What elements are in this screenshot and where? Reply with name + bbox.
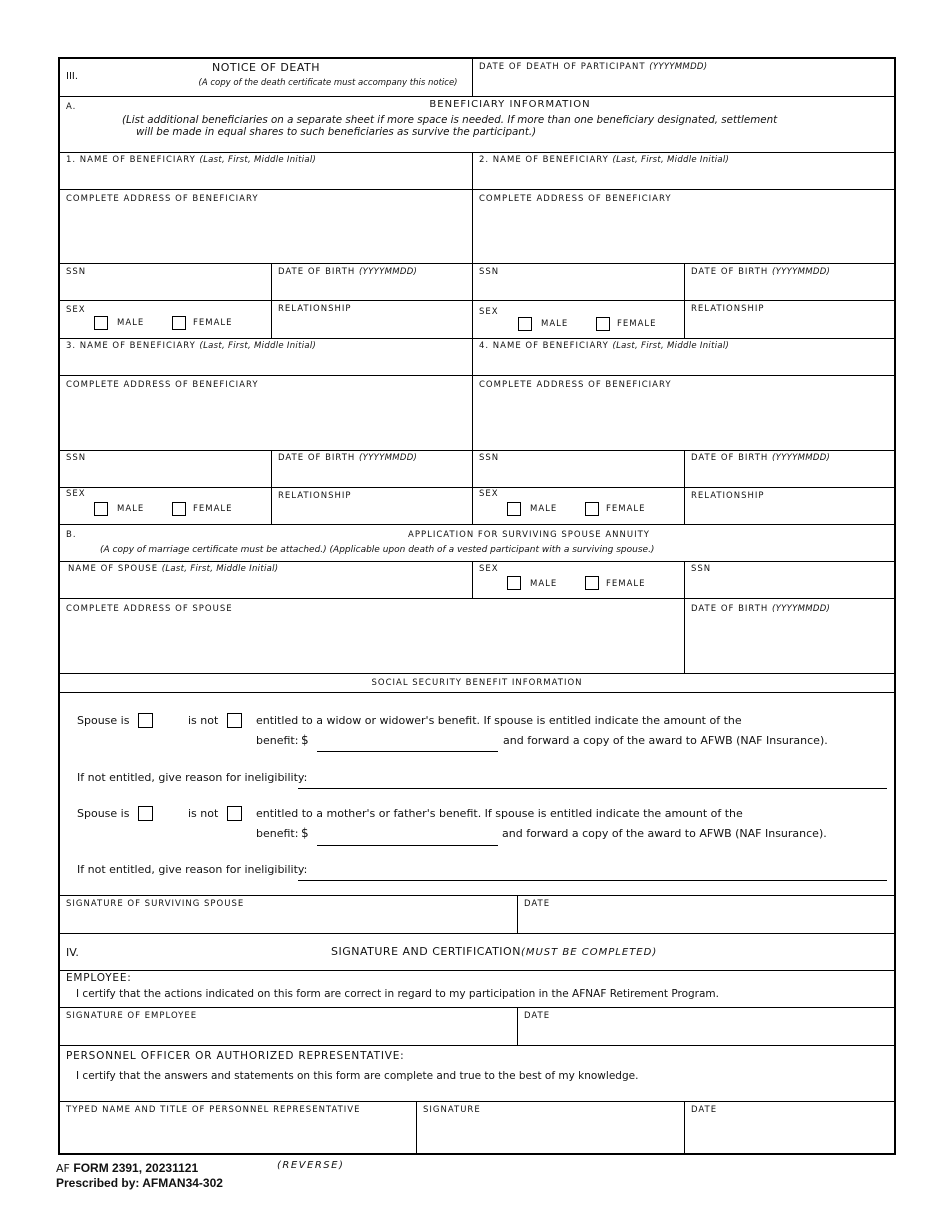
beneficiary-2-dob-field[interactable]	[685, 276, 894, 300]
notice-of-death-title: NOTICE OF DEATH	[211, 61, 321, 74]
beneficiary-4-male-checkbox[interactable]	[507, 502, 521, 516]
typed-name-title-field[interactable]	[60, 1116, 416, 1154]
widow-forward-text: and forward a copy of the award to AFWB (NAF Insurance).	[503, 734, 828, 747]
typed-name-title-label: TYPED NAME AND TITLE OF PERSONNEL REPRESENTATIVE	[66, 1105, 361, 1115]
beneficiary-note-line1: (List additional beneficiaries on a separate sheet if more space is needed. If more than one beneficiary designated, settlement	[122, 114, 778, 126]
employee-label: EMPLOYEE:	[66, 972, 132, 984]
widow-spouse-is-text: Spouse is	[77, 714, 130, 727]
divider	[60, 263, 894, 264]
male-label: MALE	[530, 579, 558, 589]
female-label: FEMALE	[606, 504, 646, 514]
widow-ineligibility-field[interactable]	[298, 788, 887, 789]
widow-benefit-label: benefit:	[256, 734, 299, 747]
personnel-officer-label: PERSONNEL OFFICER OR AUTHORIZED REPRESENTATIVE:	[66, 1050, 405, 1062]
beneficiary-3-name-field[interactable]	[60, 350, 472, 375]
beneficiary-1-address-field[interactable]	[60, 205, 472, 263]
spouse-annuity-note: (A copy of marriage certificate must be attached.) (Applicable upon death of a vested participant with a surviving spouse.)	[100, 545, 655, 555]
divider	[60, 933, 894, 934]
spouse-dob-field[interactable]	[685, 614, 894, 672]
male-label: MALE	[117, 318, 145, 328]
employee-signature-field[interactable]	[60, 1021, 517, 1044]
mother-is-not-checkbox[interactable]	[227, 806, 242, 821]
beneficiary-1-ssn-label: SSN	[66, 267, 87, 277]
beneficiary-3-ssn-field[interactable]	[60, 462, 271, 486]
beneficiary-2-ssn-field[interactable]	[473, 276, 684, 300]
beneficiary-4-relationship-field[interactable]	[685, 500, 894, 523]
divider	[472, 561, 473, 598]
widow-is-not-checkbox[interactable]	[227, 713, 242, 728]
widow-benefit-amount-field[interactable]	[317, 751, 498, 752]
beneficiary-4-address-field[interactable]	[473, 391, 894, 449]
divider	[60, 692, 894, 693]
beneficiary-3-female-checkbox[interactable]	[172, 502, 186, 516]
widow-dollar-sign: $	[301, 733, 309, 747]
beneficiary-4-dob-label: DATE OF BIRTH (YYYYMMDD)	[691, 453, 831, 463]
beneficiary-3-address-field[interactable]	[60, 391, 472, 449]
section-iii-number: III.	[66, 71, 79, 82]
employee-signature-label: SIGNATURE OF EMPLOYEE	[66, 1011, 198, 1021]
divider	[60, 561, 894, 562]
beneficiary-3-relationship-label: RELATIONSHIP	[278, 491, 352, 501]
beneficiary-1-name-field[interactable]	[60, 164, 472, 189]
signature-certification-title: SIGNATURE AND CERTIFICATION(MUST BE COMPLETED)	[331, 945, 658, 958]
beneficiary-1-female-checkbox[interactable]	[172, 316, 186, 330]
divider	[60, 1045, 894, 1046]
beneficiary-2-address-field[interactable]	[473, 205, 894, 263]
beneficiary-4-address-label: COMPLETE ADDRESS OF BENEFICIARY	[479, 380, 672, 390]
widow-entitled-text: entitled to a widow or widower's benefit. If spouse is entitled indicate the amount of the	[256, 714, 742, 727]
beneficiary-4-relationship-label: RELATIONSHIP	[691, 491, 765, 501]
beneficiary-3-male-checkbox[interactable]	[94, 502, 108, 516]
spouse-dob-label: DATE OF BIRTH (YYYYMMDD)	[691, 604, 831, 614]
section-iv-number: IV.	[66, 946, 79, 959]
beneficiary-2-dob-label: DATE OF BIRTH (YYYYMMDD)	[691, 267, 831, 277]
spouse-female-checkbox[interactable]	[585, 576, 599, 590]
divider	[60, 450, 894, 451]
beneficiary-4-ssn-label: SSN	[479, 453, 500, 463]
spouse-name-field[interactable]	[60, 573, 472, 597]
beneficiary-3-sex-label: SEX	[66, 489, 86, 499]
beneficiary-1-address-label: COMPLETE ADDRESS OF BENEFICIARY	[66, 194, 259, 204]
beneficiary-1-sex-label: SEX	[66, 305, 86, 315]
divider	[60, 673, 894, 674]
spouse-male-checkbox[interactable]	[507, 576, 521, 590]
divider	[60, 375, 894, 376]
beneficiary-3-dob-field[interactable]	[272, 462, 472, 486]
mother-is-not-text: is not	[188, 807, 219, 820]
female-label: FEMALE	[606, 579, 646, 589]
beneficiary-4-ssn-field[interactable]	[473, 462, 684, 486]
personnel-certification-text: I certify that the answers and statements on this form are complete and true to the best of my knowledge.	[76, 1070, 639, 1082]
mother-benefit-label: benefit:	[256, 827, 299, 840]
spouse-name-label: NAME OF SPOUSE (Last, First, Middle Initial)	[68, 564, 279, 574]
date-of-death-field[interactable]	[473, 71, 894, 95]
spouse-signature-label: SIGNATURE OF SURVIVING SPOUSE	[66, 899, 245, 909]
beneficiary-1-dob-field[interactable]	[272, 276, 472, 300]
divider	[60, 189, 894, 190]
beneficiary-2-name-field[interactable]	[473, 164, 894, 189]
prescribed-by: Prescribed by: AFMAN34-302	[56, 1176, 223, 1190]
divider	[60, 970, 894, 971]
beneficiary-1-dob-label: DATE OF BIRTH (YYYYMMDD)	[278, 267, 418, 277]
beneficiary-2-relationship-label: RELATIONSHIP	[691, 304, 765, 314]
beneficiary-2-sex-label: SEX	[479, 307, 499, 317]
mother-spouse-is-text: Spouse is	[77, 807, 130, 820]
widow-is-checkbox[interactable]	[138, 713, 153, 728]
spouse-address-field[interactable]	[60, 614, 684, 672]
male-label: MALE	[117, 504, 145, 514]
divider	[60, 96, 894, 97]
male-label: MALE	[530, 504, 558, 514]
mother-is-checkbox[interactable]	[138, 806, 153, 821]
beneficiary-3-relationship-field[interactable]	[272, 500, 472, 523]
beneficiary-4-sex-label: SEX	[479, 489, 499, 499]
representative-signature-label: SIGNATURE	[423, 1105, 481, 1115]
beneficiary-1-relationship-field[interactable]	[272, 313, 472, 337]
male-label: MALE	[541, 319, 569, 329]
mother-forward-text: and forward a copy of the award to AFWB (NAF Insurance).	[502, 827, 827, 840]
beneficiary-1-name-label: 1. NAME OF BENEFICIARY (Last, First, Middle Initial)	[66, 155, 317, 165]
beneficiary-2-female-checkbox[interactable]	[596, 317, 610, 331]
beneficiary-4-name-field[interactable]	[473, 350, 894, 375]
beneficiary-2-relationship-field[interactable]	[685, 313, 894, 337]
beneficiary-1-relationship-label: RELATIONSHIP	[278, 304, 352, 314]
female-label: FEMALE	[193, 318, 233, 328]
beneficiary-3-ssn-label: SSN	[66, 453, 87, 463]
reverse-label: (REVERSE)	[277, 1160, 345, 1171]
beneficiary-4-female-checkbox[interactable]	[585, 502, 599, 516]
divider	[60, 598, 894, 599]
beneficiary-2-ssn-label: SSN	[479, 267, 500, 277]
beneficiary-4-dob-field[interactable]	[685, 462, 894, 486]
beneficiary-note-line2: will be made in equal shares to such beneficiaries as survive the participant.)	[136, 126, 537, 138]
social-security-header: SOCIAL SECURITY BENEFIT INFORMATION	[371, 678, 583, 688]
mother-dollar-sign: $	[301, 826, 309, 840]
divider	[60, 895, 894, 896]
divider	[60, 338, 894, 339]
beneficiary-2-male-checkbox[interactable]	[518, 317, 532, 331]
beneficiary-3-dob-label: DATE OF BIRTH (YYYYMMDD)	[278, 453, 418, 463]
beneficiary-2-address-label: COMPLETE ADDRESS OF BENEFICIARY	[479, 194, 672, 204]
divider	[60, 1007, 894, 1008]
divider	[60, 524, 894, 525]
spouse-ssn-label: SSN	[691, 564, 712, 574]
beneficiary-1-ssn-field[interactable]	[60, 276, 271, 300]
beneficiary-2-name-label: 2. NAME OF BENEFICIARY (Last, First, Middle Initial)	[479, 155, 730, 165]
beneficiary-3-name-label: 3. NAME OF BENEFICIARY (Last, First, Middle Initial)	[66, 341, 317, 351]
female-label: FEMALE	[193, 504, 233, 514]
divider	[60, 487, 894, 488]
form-frame	[58, 57, 896, 1155]
mother-ineligibility-field[interactable]	[298, 880, 887, 881]
beneficiary-3-address-label: COMPLETE ADDRESS OF BENEFICIARY	[66, 380, 259, 390]
date-of-death-label: DATE OF DEATH OF PARTICIPANT (YYYYMMDD)	[479, 62, 708, 72]
spouse-signature-date-field[interactable]	[518, 909, 894, 932]
employee-date-label: DATE	[524, 1011, 551, 1021]
mother-entitled-text: entitled to a mother's or father's benefit. If spouse is entitled indicate the amount of the	[256, 807, 743, 820]
section-b-letter: B.	[66, 530, 77, 540]
beneficiary-4-name-label: 4. NAME OF BENEFICIARY (Last, First, Middle Initial)	[479, 341, 730, 351]
spouse-sex-label: SEX	[479, 564, 499, 574]
representative-signature-field[interactable]	[417, 1116, 684, 1154]
spouse-signature-date-label: DATE	[524, 899, 551, 909]
divider	[60, 152, 894, 153]
mother-benefit-amount-field[interactable]	[317, 845, 498, 846]
spouse-signature-field[interactable]	[60, 909, 517, 932]
form-number: AF FORM 2391, 20231121	[56, 1161, 199, 1175]
representative-date-label: DATE	[691, 1105, 718, 1115]
beneficiary-info-title: BENEFICIARY INFORMATION	[429, 99, 591, 110]
spouse-annuity-title: APPLICATION FOR SURVIVING SPOUSE ANNUITY	[408, 530, 650, 540]
representative-date-field[interactable]	[685, 1116, 894, 1154]
section-a-letter: A.	[66, 102, 77, 112]
widow-is-not-text: is not	[188, 714, 219, 727]
beneficiary-1-male-checkbox[interactable]	[94, 316, 108, 330]
spouse-address-label: COMPLETE ADDRESS OF SPOUSE	[66, 604, 233, 614]
divider	[60, 300, 894, 301]
divider	[60, 1101, 894, 1102]
mother-ineligibility-label: If not entitled, give reason for ineligibility:	[77, 863, 308, 876]
widow-ineligibility-label: If not entitled, give reason for ineligibility:	[77, 771, 308, 784]
employee-certification-text: I certify that the actions indicated on this form are correct in regard to my participation in the AFNAF Retirement Program.	[76, 988, 719, 1000]
female-label: FEMALE	[617, 319, 657, 329]
employee-date-field[interactable]	[518, 1021, 894, 1044]
notice-of-death-subtitle: (A copy of the death certificate must accompany this notice)	[198, 78, 458, 88]
spouse-ssn-field[interactable]	[685, 573, 894, 597]
